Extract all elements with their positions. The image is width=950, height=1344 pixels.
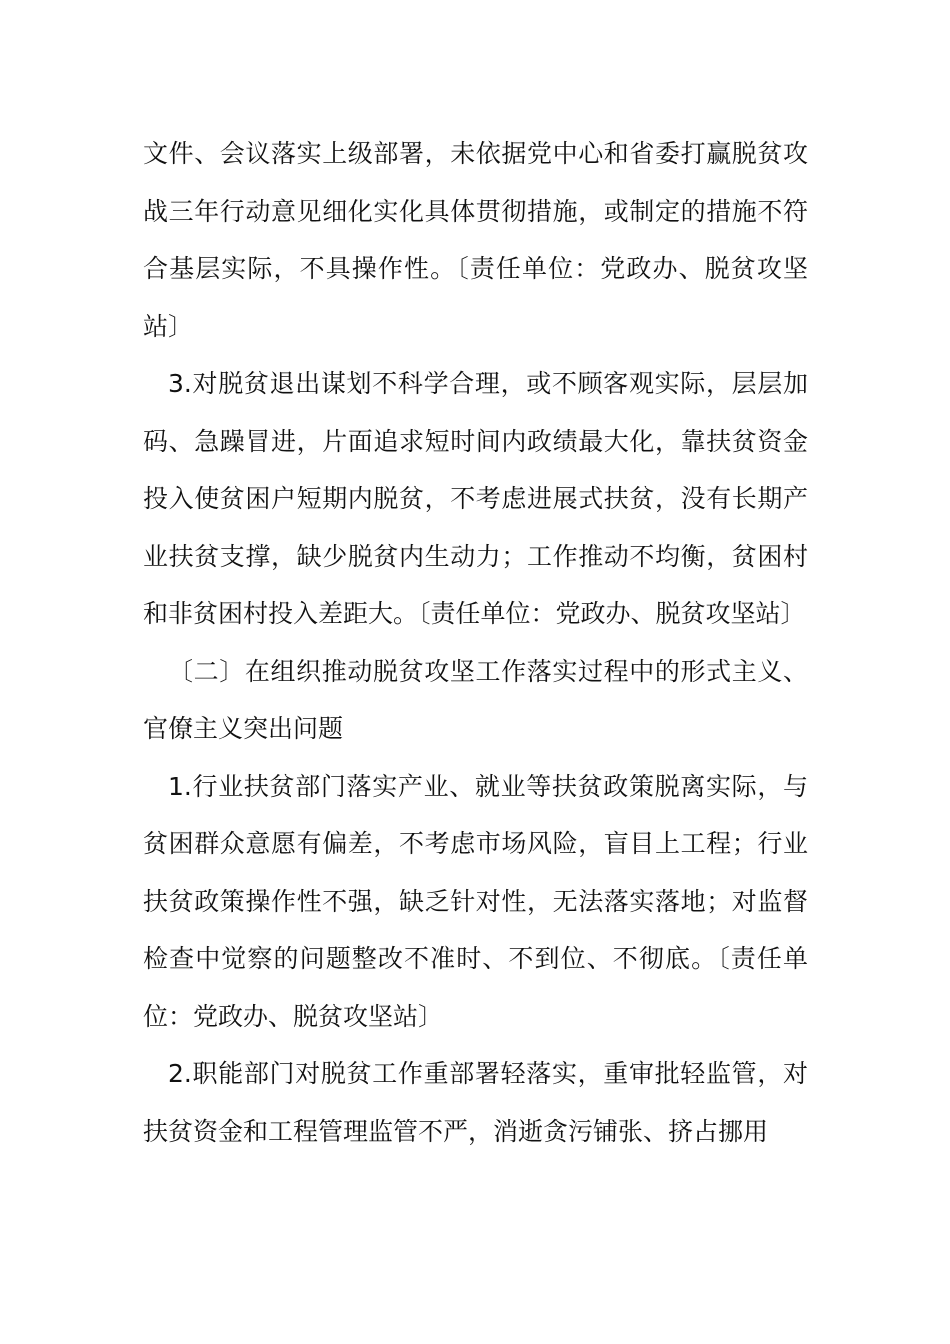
- paragraph-continuation: 文件、会议落实上级部署，未依据党中心和省委打赢脱贫攻战三年行动意见细化实化具体贯彻措施，或制定的措施不符合基层实际，不具操作性。〔责任单位：党政办、脱贫攻坚站〕: [143, 139, 808, 341]
- paragraph-item-1: 1.行业扶贫部门落实产业、就业等扶贫政策脱离实际，与贫困群众意愿有偏差，不考虑市场风险，盲目上工程；行业扶贫政策操作性不强，缺乏针对性，无法落实落地；对监督检查中觉察的问题整改不准时、不到位、不彻底。〔责任单位：党政办、脱贫攻坚站〕: [143, 771, 808, 1031]
- paragraph-item-3: 3.对脱贫退出谋划不科学合理，或不顾客观实际，层层加码、急躁冒进，片面追求短时间内政绩最大化，靠扶贫资金投入使贫困户短期内脱贫，不考虑进展式扶贫，没有长期产业扶贫支撑，缺少脱贫内生动力；工作推动不均衡，贫困村和非贫困村投入差距大。〔责任单位：党政办、脱贫攻坚站〕: [143, 369, 808, 628]
- paragraph-item-2: 2.职能部门对脱贫工作重部署轻落实，重审批轻监管，对扶贫资金和工程管理监管不严，消逝贪污铺张、挤占挪用: [143, 1059, 808, 1146]
- section-heading-2: 〔二〕在组织推动脱贫攻坚工作落实过程中的形式主义、官僚主义突出问题: [143, 656, 808, 743]
- document-body: [143, 125, 808, 1160]
